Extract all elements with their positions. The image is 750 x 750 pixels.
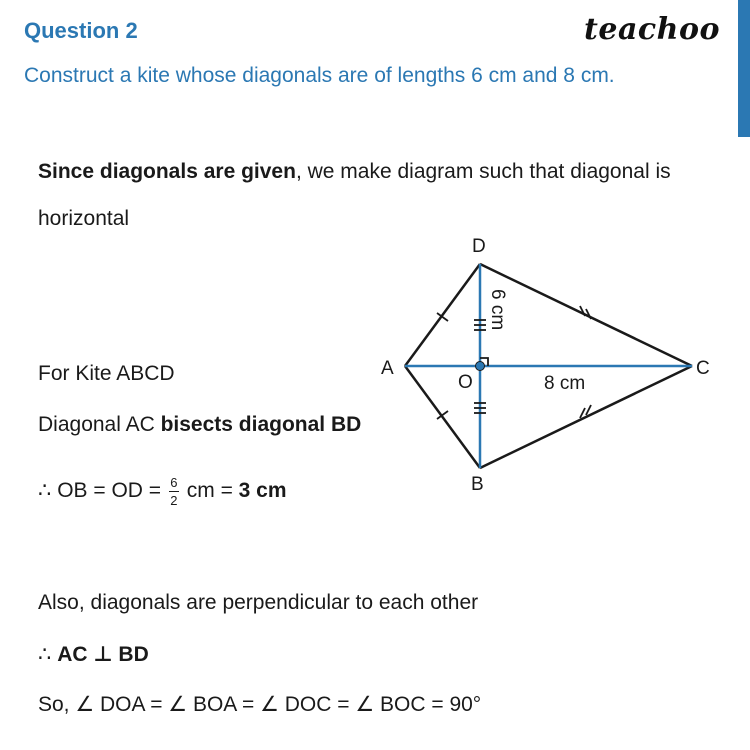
angles-line: So, ∠ DOA = ∠ BOA = ∠ DOC = ∠ BOC = 90° xyxy=(38,693,482,716)
intro-bold: Since diagonals are given xyxy=(38,160,296,183)
vertex-label-d: D xyxy=(472,236,486,257)
side-dc xyxy=(480,264,692,366)
fraction-numerator: 6 xyxy=(170,475,178,490)
bisect-prefix: Diagonal AC xyxy=(38,413,161,436)
center-label-o: O xyxy=(458,372,473,393)
ob-mid: cm = xyxy=(180,479,239,503)
perp-line: Also, diagonals are perpendicular to each other xyxy=(38,591,479,614)
kite-label: For Kite ABCD xyxy=(38,362,175,385)
fraction-denominator: 2 xyxy=(170,493,178,508)
perp-bold: AC ⊥ BD xyxy=(57,643,149,666)
ac-length-label: 8 cm xyxy=(544,373,586,394)
intro-rest: , we make diagram such that diagonal is xyxy=(295,160,671,183)
tick-cb-2 xyxy=(586,405,591,415)
ob-prefix: ∴ OB = OD = xyxy=(38,479,167,503)
vertex-label-b: B xyxy=(471,474,484,495)
bd-length-label: 6 cm xyxy=(487,289,508,331)
vertex-label-a: A xyxy=(381,358,394,379)
brand-logo: teachoo xyxy=(584,12,720,47)
vertex-label-c: C xyxy=(696,358,710,379)
bisect-bold: bisects diagonal BD xyxy=(160,413,362,436)
question-title: Question 2 xyxy=(24,18,138,43)
center-point-o xyxy=(476,362,485,371)
side-ad xyxy=(405,264,480,366)
side-cb xyxy=(480,366,692,468)
intro-line-2: horizontal xyxy=(38,207,130,230)
ob-bold: 3 cm xyxy=(238,479,287,503)
perp-symbol: ∴ xyxy=(38,643,58,666)
question-text: Construct a kite whose diagonals are of lengths 6 cm and 8 cm. xyxy=(24,64,615,87)
